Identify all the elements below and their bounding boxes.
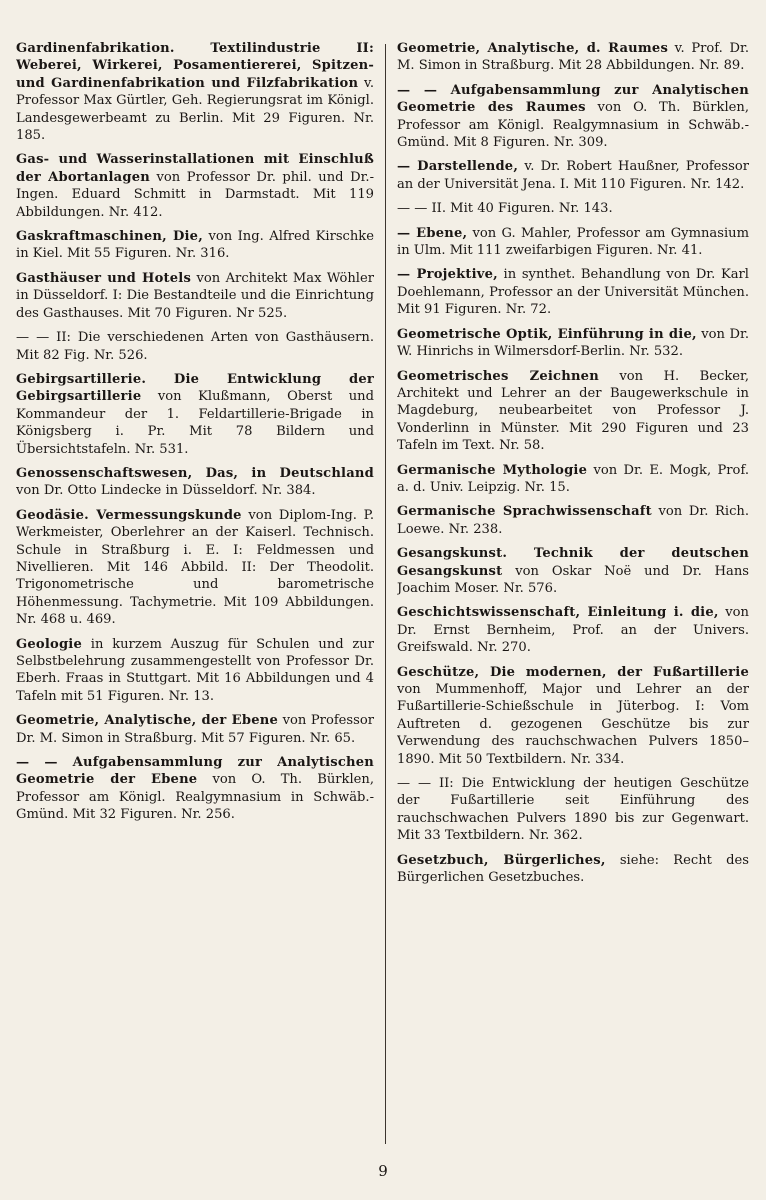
catalog-entry <box>16 151 374 221</box>
entry-heading: Gebirgsartillerie. Die Entwicklung der Gebirgsartillerie <box>16 371 374 405</box>
entry-body: von Dr. W. Hinrichs in Wilmersdorf-Berlin. Nr. 532. <box>397 326 749 360</box>
entry-heading: Geschütze, Die modernen, der Fußartillerie <box>397 664 749 680</box>
catalog-entry <box>16 228 374 263</box>
entry-heading: Germanische Sprachwissenschaft <box>397 504 652 520</box>
catalog-entry <box>397 852 749 887</box>
catalog-entry <box>16 507 374 629</box>
entry-body: von G. Mahler, Professor am Gymnasium in Ulm. Mit 111 zweifarbigen Figuren. Nr. 41. <box>397 225 749 259</box>
catalog-entry <box>397 266 749 318</box>
catalog-entry <box>397 40 749 75</box>
entry-heading: Gasthäuser und Hotels <box>16 270 192 286</box>
entry-body: von Dr. Otto Lindecke in Düsseldorf. Nr. 384. <box>16 483 316 499</box>
catalog-entry <box>16 329 374 364</box>
entry-body: in kurzem Auszug für Schulen und zur Selbstbelehrung zusammengestellt von Professor Dr. Eberh. Fraas in Stuttgart. Mit 16 Abbildungen und 4 Tafeln mit 51 Figuren. Nr. 13. <box>16 636 374 704</box>
catalog-entry <box>397 225 749 260</box>
entry-body: von O. Th. Bürklen, Professor am Königl. Realgymnasium in Schwäb.-Gmünd. Mit 8 Figuren. Nr. 309. <box>397 100 749 151</box>
entry-heading: — Darstellende, <box>397 159 519 175</box>
entry-body: von Professor Dr. M. Simon in Straßburg. Mit 57 Figuren. Nr. 65. <box>16 713 374 746</box>
entry-body: von Architekt Max Wöhler in Düsseldorf. I: Die Bestandteile und die Einrichtung des Gasthauses. Mit 70 Figuren. Nr 525. <box>16 270 374 321</box>
entry-body: von Diplom-Ing. P. Werkmeister, Oberlehrer an der Kaiserl. Technisch. Schule in Straßburg i. E. I: Feldmessen und Nivellieren. Mit 146 Abbild. II: Der Theodolit. Trigonometrische und barometrische Höhenmessung. Tachymetrie. Mit 109 Abbildungen. Nr. 468 u. 469. <box>16 507 374 628</box>
entry-body: von Dr. E. Mogk, Prof. a. d. Univ. Leipzig. Nr. 15. <box>397 462 749 495</box>
entry-heading: — Projektive, <box>397 267 498 283</box>
catalog-entry <box>16 465 374 500</box>
entry-body: von Mummenhoff, Major und Lehrer an der Fußartillerie-Schießschule in Jüterbog. I: Vom Auftreten d. gezogenen Geschütze bis zur Verwendung des rauchschwachen Pulvers 1850–1890. Mit 50 Textbildern. Nr. 334. <box>397 682 749 767</box>
catalog-entry <box>397 545 749 597</box>
catalog-entry <box>397 368 749 455</box>
catalog-entry <box>397 604 749 656</box>
catalog-entry <box>397 462 749 497</box>
catalog-entry <box>397 664 749 768</box>
entry-heading: — — Aufgabensammlung zur Analytischen Geometrie des Raumes <box>397 82 749 116</box>
catalog-entry <box>16 636 374 706</box>
left-column <box>16 40 374 1150</box>
entry-body: v. Prof. Dr. M. Simon in Straßburg. Mit 28 Abbildungen. Nr. 89. <box>397 41 749 74</box>
entry-heading: Genossenschaftswesen, Das, in Deutschland <box>16 465 374 481</box>
catalog-entry <box>16 40 374 144</box>
entry-heading: Gas- und Wasserinstallationen mit Einschluß der Abortanlagen <box>16 152 374 185</box>
entry-body: siehe: Recht des Bürgerlichen Gesetzbuches. <box>397 852 749 886</box>
entry-body: v. Professor Max Gürtler, Geh. Regierungsrat im Königl. Landesgewerbeamt zu Berlin. Mit 29 Figuren. Nr. 185. <box>16 75 374 144</box>
column-divider <box>385 44 386 1144</box>
catalog-entry <box>16 712 374 747</box>
entry-heading: Geometrie, Analytische, d. Raumes <box>397 41 669 56</box>
catalog-entry <box>397 503 749 538</box>
entry-body: von H. Becker, Architekt und Lehrer an der Baugewerkschule in Magdeburg, neubearbeitet von Professor J. Vonderlinn in Münster. Mit 290 Figuren und 23 Tafeln im Text. Nr. 58. <box>397 368 749 454</box>
entry-body: in synthet. Behandlung von Dr. Karl Doehlemann, Professor an der Universität München. Mit 91 Figuren. Nr. 72. <box>397 267 749 318</box>
entry-body: von Dr. Ernst Bernheim, Prof. an der Univers. Greifswald. Nr. 270. <box>397 605 749 656</box>
catalog-entry <box>397 775 749 845</box>
right-column <box>397 40 749 1150</box>
catalog-entry <box>16 270 374 322</box>
entry-heading: Geometrisches Zeichnen <box>397 368 599 384</box>
catalog-entry <box>397 200 749 217</box>
entry-body: von Dr. Rich. Loewe. Nr. 238. <box>397 504 749 537</box>
catalog-entry <box>397 326 749 361</box>
entry-heading: Gardinenfabrikation. Textilindustrie II: Weberei, Wirkerei, Posamentiererei, Spitzen- und Gardinenfabrikation und Filzfabrikation <box>16 41 374 91</box>
entry-heading: — — Aufgabensammlung zur Analytischen Geometrie der Ebene <box>16 755 374 788</box>
catalog-entry <box>397 82 749 152</box>
entry-heading: Gesetzbuch, Bürgerliches, <box>397 852 606 868</box>
catalog-entry <box>16 371 374 458</box>
entry-heading: Geodäsie. Vermessungskunde <box>16 507 242 523</box>
entry-body: — — II: Die Entwicklung der heutigen Geschütze der Fußartillerie seit Einführung des rauchschwachen Pulvers 1890 bis zur Gegenwart. Mit 33 Textbildern. Nr. 362. <box>397 776 749 844</box>
entry-body: v. Dr. Robert Haußner, Professor an der Universität Jena. I. Mit 110 Figuren. Nr. 142. <box>397 159 749 192</box>
entry-heading: Gaskraftmaschinen, Die, <box>16 229 203 245</box>
entry-heading: Geschichtswissenschaft, Einleitung i. die, <box>397 605 719 621</box>
entry-heading: Geologie <box>16 636 83 652</box>
entry-body: von Ing. Alfred Kirschke in Kiel. Mit 55 Figuren. Nr. 316. <box>16 229 374 262</box>
entry-body: von Oskar Noë und Dr. Hans Joachim Moser. Nr. 576. <box>397 563 749 596</box>
entry-heading: Geometrische Optik, Einführung in die, <box>397 326 697 342</box>
catalog-entry <box>16 754 374 824</box>
entry-body: — — II. Mit 40 Figuren. Nr. 143. <box>397 201 613 217</box>
entry-body: von O. Th. Bürklen, Professor am Königl. Realgymnasium in Schwäb.-Gmünd. Mit 32 Figuren. Nr. 256. <box>16 772 374 823</box>
entry-body: von Klußmann, Oberst und Kommandeur der 1. Feldartillerie-Brigade in Königsberg i. Pr. Mit 78 Bildern und Übersichtstafeln. Nr. 531. <box>16 389 374 457</box>
entry-body: — — II: Die verschiedenen Arten von Gasthäusern. Mit 82 Fig. Nr. 526. <box>16 330 374 363</box>
entry-body: von Professor Dr. phil. und Dr.-Ingen. Eduard Schmitt in Darmstadt. Mit 119 Abbildungen. Nr. 412. <box>16 169 374 220</box>
entry-heading: Gesangskunst. Technik der deutschen Gesangskunst <box>397 546 749 579</box>
entry-heading: Geometrie, Analytische, der Ebene <box>16 713 278 729</box>
entry-heading: Germanische Mythologie <box>397 462 588 478</box>
page-number: 9 <box>378 1162 388 1180</box>
entry-heading: — Ebene, <box>397 225 468 241</box>
catalog-entry <box>397 158 749 193</box>
